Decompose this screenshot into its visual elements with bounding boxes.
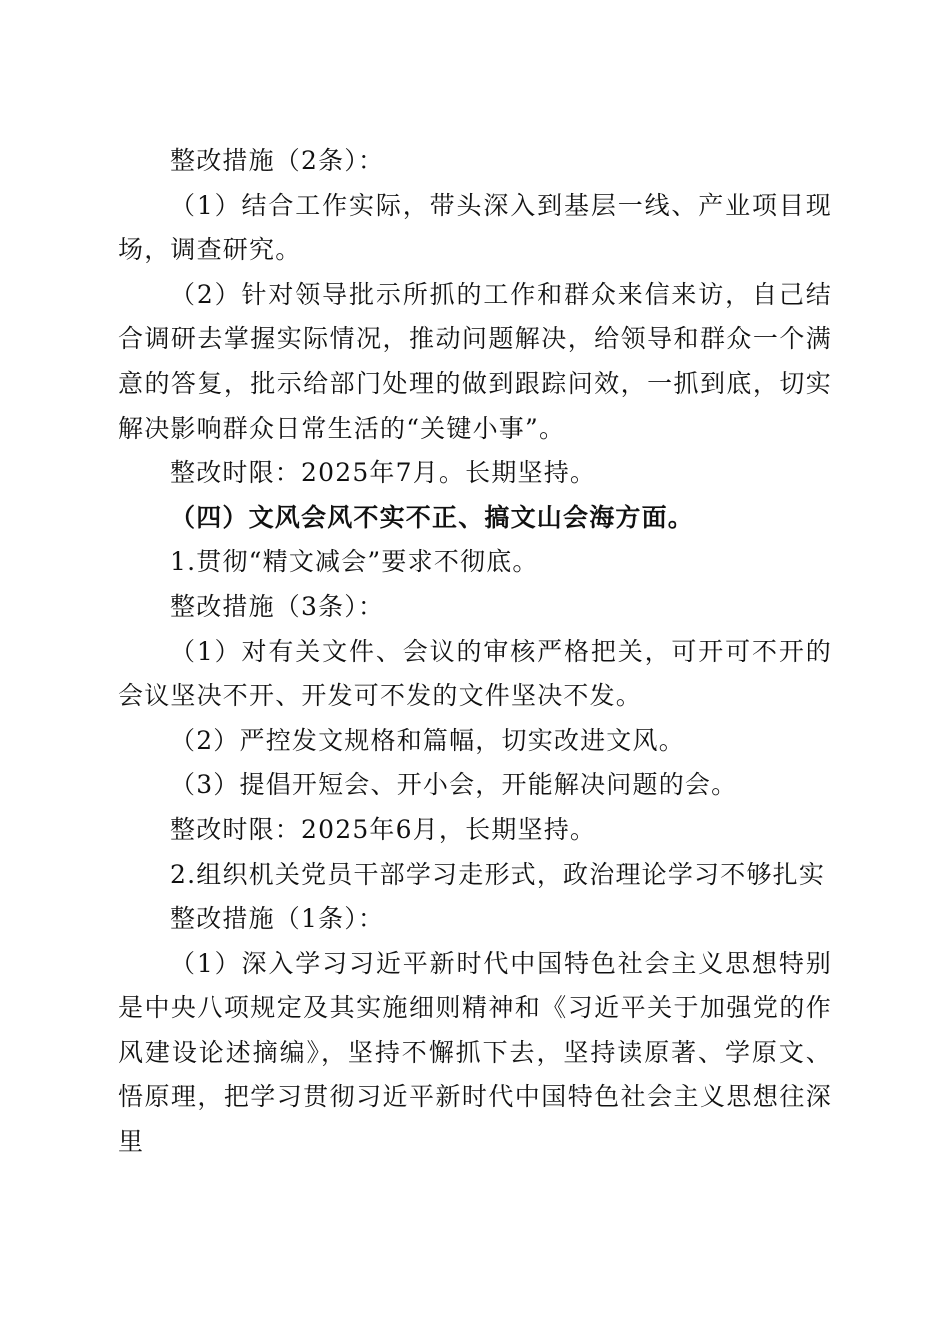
document-body: [118, 139, 832, 1165]
issue-2: 2.组织机关党员干部学习走形式，政治理论学习不够扎实: [170, 859, 826, 889]
measure-item-2: （2）针对领导批示所抓的工作和群众来信来访，自己结合调研去掌握实际情况，推动问题解决，给领导和群众一个满意的答复，批示给部门处理的做到跟踪问效，一抓到底，切实解决影响群众日常生活的“关键小事”。: [118, 279, 832, 443]
section-heading-4: （四）文风会风不实不正、搞文山会海方面。: [170, 502, 695, 532]
measures-heading-1: 整改措施（2条）：: [170, 146, 385, 175]
deadline-2: 整改时限：2025年6月，长期坚持。: [170, 814, 597, 844]
measure-item-4: （2）严控发文规格和篇幅，切实改进文风。: [170, 725, 685, 755]
measures-heading-2: 整改措施（3条）：: [170, 591, 385, 621]
measures-heading-3: 整改措施（1条）：: [170, 904, 385, 934]
measure-item-6: （1）深入学习习近平新时代中国特色社会主义思想特别是中央八项规定及其实施细则精神和《习近平关于加强党的作风建设论述摘编》，坚持不懈抓下去，坚持读原著、学原文、悟原理，把学习贯彻习近平新时代中国特色社会主义思想往深里: [118, 948, 832, 1157]
deadline-1: 整改时限：2025年7月。长期坚持。: [170, 458, 597, 488]
measure-item-5: （3）提倡开短会、开小会，开能解决问题的会。: [170, 770, 738, 800]
measure-item-1: （1）结合工作实际，带头深入到基层一线、产业项目现场，调查研究。: [118, 190, 832, 265]
measure-item-3: （1）对有关文件、会议的审核严格把关，可开可不开的会议坚决不开、开发可不发的文件坚决不发。: [118, 636, 832, 711]
issue-1: 1.贯彻“精文减会”要求不彻底。: [170, 547, 539, 577]
